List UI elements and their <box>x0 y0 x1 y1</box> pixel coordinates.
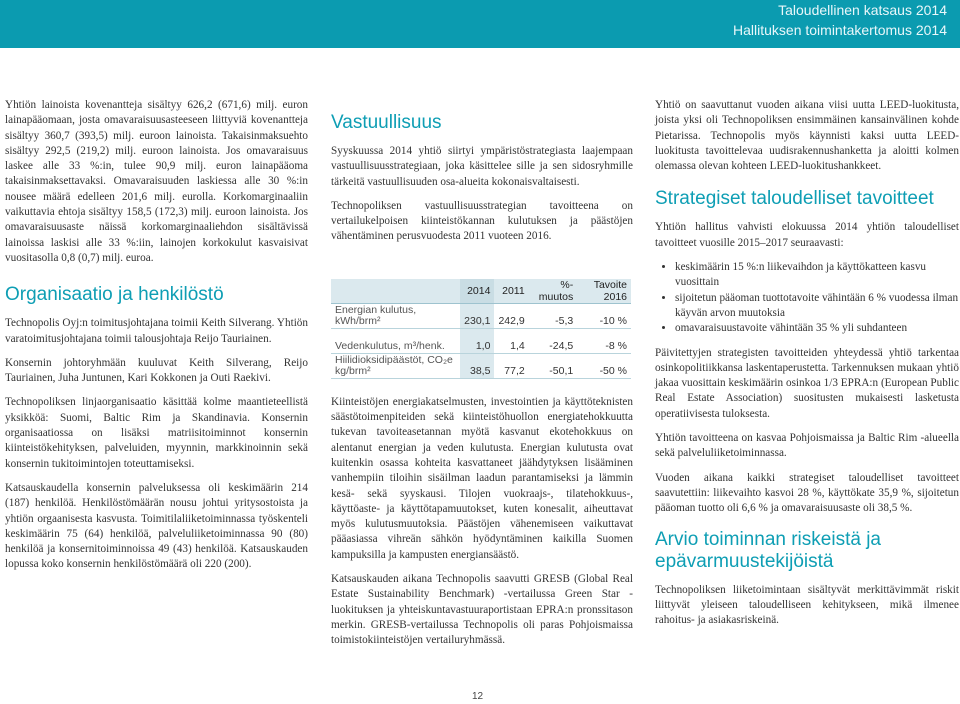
table-cell: -50 % <box>577 353 631 378</box>
column-middle <box>331 98 633 658</box>
organisation-paragraph-3: Technopoliksen linjaorganisaatio käsittää kolme maantieteellistä yksikköä: Suomi, Baltic Rim ja Skandinavia. Konsernin organisaatiossa on lisäksi matriisitoiminnot konsernin kiinteistökehityksen, palveluiden, myynnin, markkinoinnin sekä konsernin tukitoimintojen toteuttamiseksi. <box>5 396 308 470</box>
responsibility-paragraph-1: Syyskuussa 2014 yhtiö siirtyi ympäristöstrategiasta laajempaan vastuullisuusstrategiaan, joka käsittelee sille ja sen sidosryhmille tärkeitä vastuullisuuden osa-alueita kokonaisvaltaisesti. <box>331 145 633 188</box>
table-cell: 1,4 <box>494 328 528 353</box>
table-cell: -5,3 <box>529 303 578 328</box>
responsibility-paragraph-3: Kiinteistöjen energiakatselmusten, investointien ja käyttöteknisten säästötoimenpiteiden sekä kiinteistöhuollon energiatehokkuutta tukevan tavoiteasetannan myötä kasvanut ekotehokkuus on alentanut energian ja veden kulutusta. Energian kulutusta ovat kuitenkin osassa kohteita kasvattaneet jäähdytyksen lisääminen vanhempiin tiloihin sisäilman laadun parantamiseksi ja lämmin kesä- sekä syyskausi. Tilojen vuokraajs-, tilatehokkuus-, käyttöaste- ja käyttötapamuutokset, kuten konesalit, aiheuttavat myös kulutusmuutoksia. Päästöjen vähenemiseen vaikuttavat pääasiassa vihreän sähkön hyödyntäminen kaikilla Suomen kampuksilla ja kampusten energiansäästö. <box>331 395 633 561</box>
table-cell: 77,2 <box>494 353 528 378</box>
table-cell: -10 % <box>577 303 631 328</box>
growth-paragraph: Yhtiön tavoitteena on kasvaa Pohjoismaissa ja Baltic Rim -alueella sekä palveluliiketoiminnassa. <box>655 432 959 460</box>
table-header-cell: 2014 <box>460 279 494 304</box>
report-title: Taloudellinen katsaus 2014 <box>778 2 947 18</box>
responsibility-paragraph-2: Technopoliksen vastuullisuusstrategian tavoitteena on vertailukelpoisen kiinteistökannan kulutuksen ja päästöjen vähentäminen perusvuodesta 2011 vuoteen 2016. <box>331 199 633 243</box>
table-header-cell: 2011 <box>494 279 528 304</box>
column-right <box>655 98 959 637</box>
financial-targets-list <box>655 260 959 336</box>
table-cell: -50,1 <box>529 353 578 378</box>
organisation-paragraph-4: Katsauskaudella konsernin palveluksessa oli keskimäärin 214 (187) henkilöä. Henkilöstömäärän nousu johtui yritysostoista ja yhtiön orgaanisesta kasvusta. Toimitilaliiketoiminnassa työskenteli keskimäärin 75 (64) henkilöä, palveluliiketoiminnassa 90 (80) henkilöä ja konsernitoiminnoissa 49 (43) henkilöä. Katsauskauden lopussa koko konsernin henkilöstömäärä oli 220 (200). <box>5 481 308 571</box>
table-cell-label: Energian kulutus, kWh/brm² <box>331 303 460 328</box>
table-header-cell <box>331 279 460 304</box>
responsibility-paragraph-4: Katsauskauden aikana Technopolis saavutti GRESB (Global Real Estate Sustainability Benchmark) -vertailussa Green Star -luokituksen ja yhteiskuntavastuuraportistaan EPRA:n pronssitason merkin. GRESB-vertailussa Technopolis oli paras Pohjoismaissa toimistokiinteistöjen vertailuryhmässä. <box>331 573 633 647</box>
financial-targets-intro: Yhtiön hallitus vahvisti elokuussa 2014 yhtiön taloudelliset tavoitteet vuosille 2015–2017 seuraavasti: <box>655 221 959 249</box>
list-item: • sijoitetun pääoman tuottotavoite vähintään 6 % vuodessa ilman käyvän arvon muutoksia <box>675 291 959 322</box>
table-header-cell: %-muutos <box>529 279 578 304</box>
table-row <box>331 353 631 378</box>
list-item: • omavaraisuustavoite vähintään 35 % yli suhdanteen <box>675 321 959 336</box>
table-header-cell: Tavoite 2016 <box>577 279 631 304</box>
report-subtitle: Hallituksen toimintakertomus 2014 <box>733 22 947 38</box>
organisation-heading: Organisaatio ja henkilöstö <box>5 284 224 306</box>
column-left <box>5 98 308 582</box>
risks-heading: Arvio toiminnan riskeistä ja epävarmuustekijöistä <box>655 528 881 572</box>
table-cell: -24,5 <box>529 328 578 353</box>
table-cell: -8 % <box>577 328 631 353</box>
table-header-row <box>331 279 631 304</box>
page-number: 12 <box>472 691 484 702</box>
list-item: • keskimäärin 15 %:n liikevaihdon ja käyttökatteen kasvu vuosittain <box>675 260 959 291</box>
table-cell-label: Hiilidioksidipäästöt, CO₂e kg/brm² <box>331 353 460 378</box>
organisation-paragraph-1: Technopolis Oyj:n toimitusjohtajana toimii Keith Silverang. Yhtiön varatoimitusjohtajana toimii talousjohtaja Reijo Tauriainen. <box>5 317 308 345</box>
targets-achieved-paragraph: Vuoden aikana kaikki strategiset taloudelliset tavoitteet saavutettiin: liikevaihto kasvoi 28 %, käyttökate 35,9 %, sijoitetun pääoman tuotto oli 6,6 % ja omavaraisuusaste oli 38,5 %. <box>655 471 959 515</box>
table-cell: 230,1 <box>460 303 494 328</box>
table-cell: 38,5 <box>460 353 494 378</box>
covenant-paragraph: Yhtiön lainoista kovenantteja sisältyy 626,2 (671,6) milj. euron lainapääomaan, josta omavaraisuusasteeseen liittyviä kovenantteja sisältyy 360,7 (393,5) milj. euroon lainoista. Takaisinmaksuehto sisältyy 292,5 (219,2) milj. euroon lainoista. Jos omavaraisuus laskee alle 33 %:in, tulee 90,9 milj. euron lainapääoma takaisinmaksettavaksi. Omavaraisuuden laskiessa alle 30 %:in nousee määrä edelleen 201,6 milj. eurolla. Korkomarginaaliin vaikuttavia ehtoja sisältyy 158,5 (172,3) milj. euroon lainoista. Jos omavaraisuusaste näissä korkomarginaaliehdon sisältävissä lainoissa laskisi alle 33 %:iin, lainojen korkokulut kasvaisivat vuositasolla 0,8 (0,7) milj. euroa. <box>5 99 308 264</box>
leed-paragraph: Yhtiö on saavuttanut vuoden aikana viisi uutta LEED-luokitusta, joista yksi oli Technopoliksen ensimmäinen kansainvälinen kohde Pietarissa. Technopolis myös käynnisti kaksi uutta LEED-luokitusta tavoittelevaa uudisrakennushanketta ja aloitti kolmen olemassa olevan kohteen LEED-luokitushankkeet. <box>655 99 959 173</box>
responsibility-heading: Vastuullisuus <box>331 112 442 133</box>
report-header-band <box>0 0 960 48</box>
dividend-paragraph: Päivitettyjen strategisten tavoitteiden yhteydessä yhtiö tarkentaa osinkopolitiikkansa laskentaperustetta. Tarkennuksen mukaan yhtiö jakaa vuosittain keskimäärin osinkoa 1/3 EPRA:n (European Public Real Estate Association) suositusten mukaisesti lasketusta operatiivisesta tuloksesta. <box>655 346 959 420</box>
table-cell: 1,0 <box>460 328 494 353</box>
financial-targets-heading: Strategiset taloudelliset tavoitteet <box>655 188 934 210</box>
table-row <box>331 303 631 328</box>
table-cell-label: Vedenkulutus, m³/henk. <box>331 328 460 353</box>
organisation-paragraph-2: Konsernin johtoryhmään kuuluvat Keith Silverang, Reijo Tauriainen, Juha Juntunen, Kari Kokkonen ja Outi Raekivi. <box>5 356 308 385</box>
risks-paragraph: Technopoliksen liiketoimintaan sisältyvät merkittävimmät riskit liittyvät yleiseen taloudelliseen kehitykseen, mikä ilmenee rahoitus- ja asiakasriskeinä. <box>655 583 959 627</box>
sustainability-kpi-table <box>331 279 631 379</box>
table-cell: 242,9 <box>494 303 528 328</box>
table-row <box>331 328 631 353</box>
